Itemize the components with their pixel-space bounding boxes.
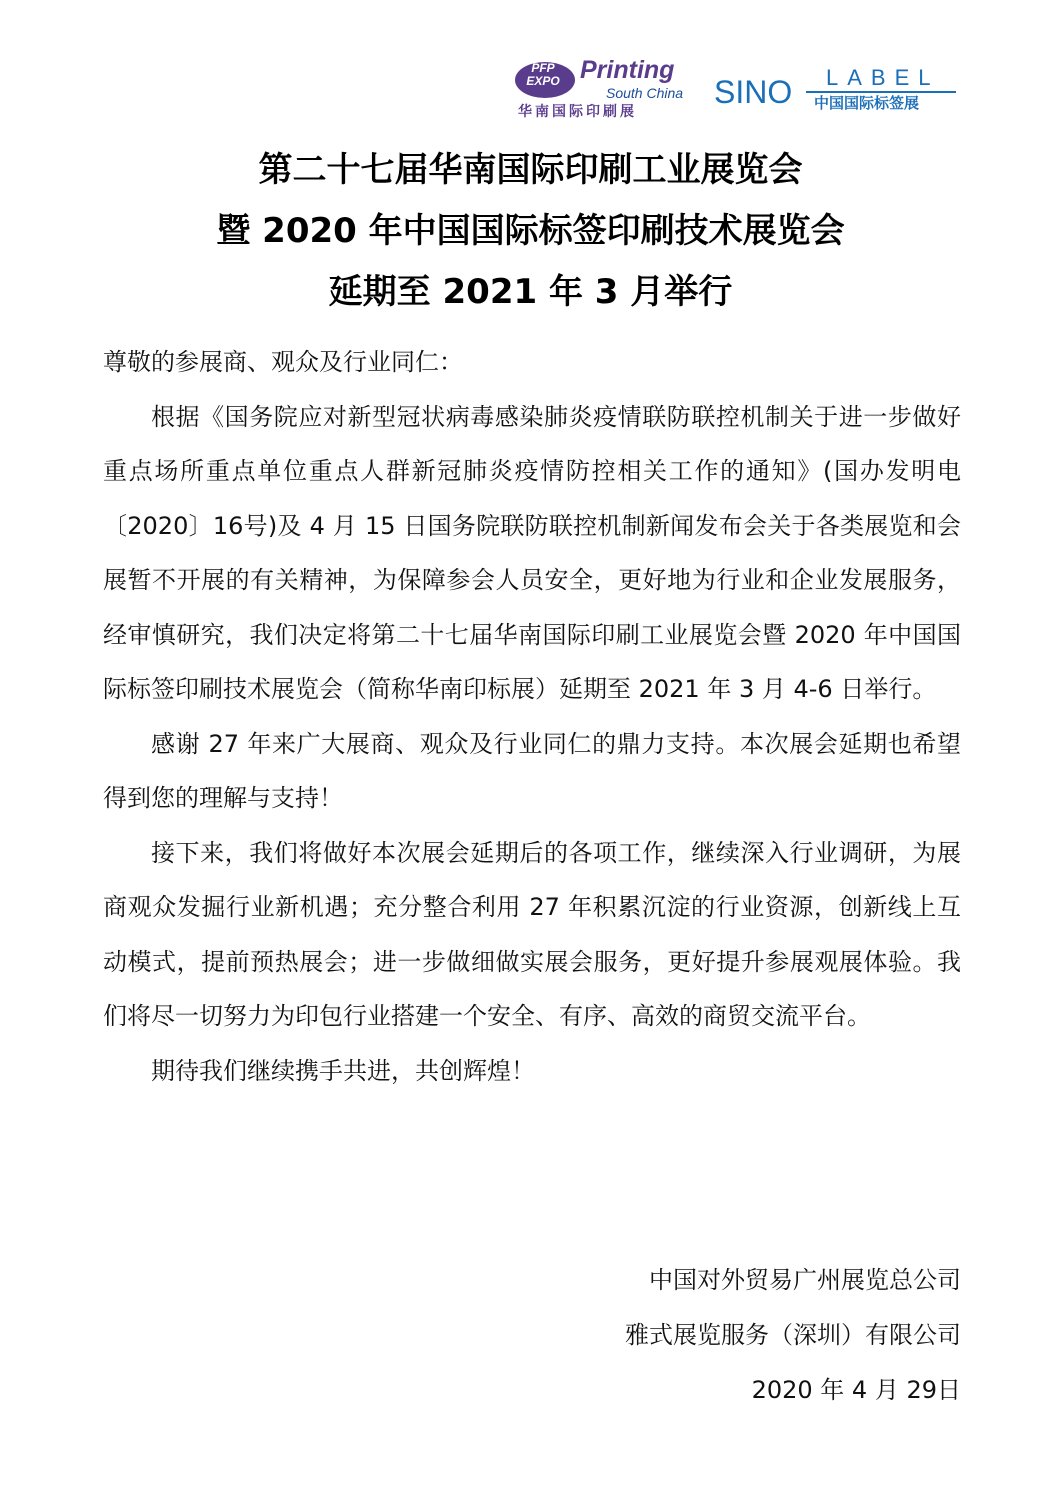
pfp-chinese-name: 华南国际印刷展 — [518, 104, 637, 120]
paragraph-thanks: 感谢 27 年来广大展商、观众及行业同仁的鼎力支持。本次展会延期也希望得到您的理解与支持！ — [103, 729, 961, 812]
letter-body — [103, 335, 961, 1098]
sino-chinese-name: 中国国际标签展 — [814, 94, 920, 112]
paragraph-next-steps: 接下来，我们将做好本次展会延期后的各项工作，继续深入行业调研，为展商观众发掘行业新机遇；充分整合利用 27 年积累沉淀的行业资源，创新线上互动模式，提前预热展会；进一步做细做实展会服务，更好提升参展观展体验。我们将尽一切努力为印包行业搭建一个安全、有序、高效的商贸交流平台。 — [103, 838, 961, 1030]
signature-date: 2020 年 4 月 29日 — [751, 1376, 961, 1404]
pfp-expo-badge-text: PFP EXPO — [526, 61, 560, 88]
label-logo-text: LABEL — [826, 65, 940, 90]
printing-logo-text: Printing — [580, 56, 675, 84]
paragraph-closing: 期待我们继续携手共进，共创辉煌！ — [151, 1056, 535, 1085]
sino-logo-text: SINO — [714, 74, 793, 110]
sino-label-logo — [714, 66, 960, 118]
paragraph-announcement: 根据《国务院应对新型冠状病毒感染肺炎疫情联防联控机制关于进一步做好重点场所重点单位重点人群新冠肺炎疫情防控相关工作的通知》(国办发明电〔2020〕16号)及 4 月 15 日国务院联防联控机制新闻发布会关于各类展览和会展暂不开展的有关精神，为保障参会人员安全，更好地为行业和企业发展服务，经审慎研究，我们决定将第二十七届华南国际印刷工业展览会暨 2020 年中国国际标签印刷技术展览会（简称华南印标展）延期至 2021 年 3 月 4-6 日举行。 — [103, 402, 961, 703]
printing-south-china-logo — [512, 56, 690, 128]
south-china-logo-text: South China — [606, 85, 684, 101]
signature-org-1: 中国对外贸易广州展览总公司 — [649, 1266, 961, 1294]
document-title — [0, 140, 1061, 323]
sino-logo-divider — [806, 91, 956, 93]
title-line-1: 第二十七届华南国际印刷工业展览会 — [258, 150, 803, 190]
signature-org-2: 雅式展览服务（深圳）有限公司 — [625, 1321, 961, 1349]
title-line-3: 延期至 2021 年 3 月举行 — [328, 272, 733, 312]
salutation: 尊敬的参展商、观众及行业同仁： — [103, 348, 463, 376]
signature-block — [361, 1253, 961, 1418]
title-line-2: 暨 2020 年中国国际标签印刷技术展览会 — [216, 211, 845, 251]
header-logos — [512, 56, 960, 128]
